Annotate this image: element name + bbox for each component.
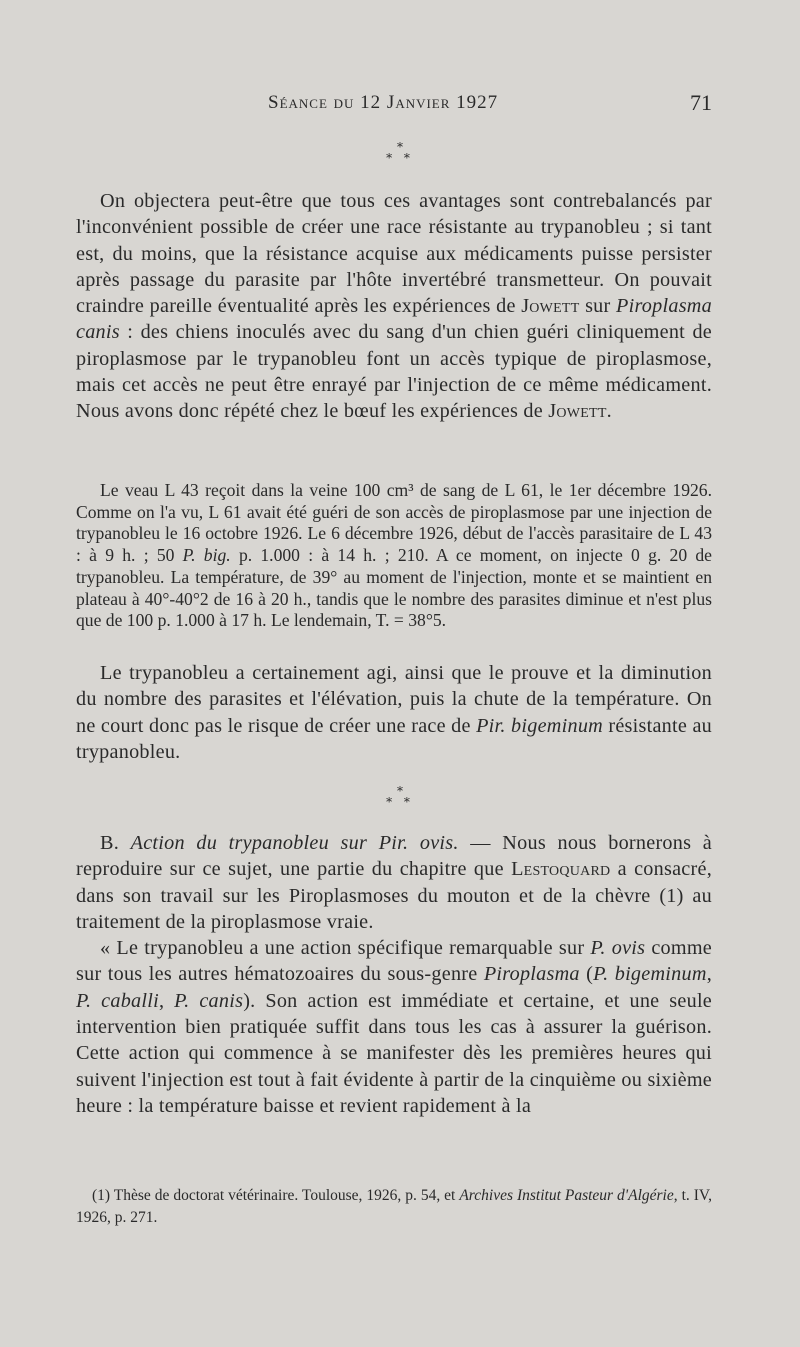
species-name: P. caballi [76, 989, 159, 1012]
separator-star-top: * [397, 784, 403, 798]
section-separator [0, 786, 800, 808]
text: (1) Thèse de doctorat vétérinaire. Toulouse, 1926, p. 54, et [92, 1187, 460, 1204]
paragraph-experiment [76, 480, 712, 632]
section-b [76, 830, 712, 1119]
section-separator [0, 142, 800, 164]
text: a consacré, dans son travail sur les Piroplasmoses du mouton et de la chèvre (1) au traitement de la piroplasmose vraie. [76, 858, 712, 933]
species-name: P. bigeminum [593, 963, 707, 986]
species-name: P. canis [174, 989, 244, 1012]
text: sur [579, 295, 617, 318]
header-title: Séance du 12 Janvier 1927 [268, 92, 499, 113]
text: comme sur tous les autres hématozoaires du sous-genre [76, 937, 713, 986]
author-name: Jowett [521, 295, 580, 318]
species-name: P. ovis [590, 937, 646, 960]
paragraph-quotation [76, 935, 712, 1119]
text: p. 1.000 : à 14 h. ; 210. A ce moment, on injecte 0 g. 20 de trypanobleu. La température, de 39° au moment de l'injection, monte et se maintient en plateau à 40°-40°2 de 16 à 20 h., tandis que le nombre des parasites diminue et n'est plus que de 100 p. 1.000 à 17 h. Le lendemain, T. = 38°5. [76, 545, 712, 631]
text: résistante au trypanobleu. [76, 714, 712, 763]
separator-star-top: * [397, 140, 403, 154]
text: . [606, 400, 612, 423]
journal-name: Archives Institut Pasteur d'Algérie [459, 1187, 674, 1204]
species-name: Pir. bigeminum [476, 714, 604, 737]
separator-star-bottom: * * [386, 795, 414, 809]
page-number: 71 [690, 90, 712, 115]
text: : des chiens inoculés avec du sang d'un chien guéri cliniquement de piroplasmose par le trypanobleu font un accès typique de piroplasmose, mais cet accès ne peut être enrayé par l'injection de ce même médicament. Nous avons donc répété chez le bœuf les expériences de [76, 321, 712, 423]
text: Le trypanobleu a certainement agi, ainsi que le prouve et la diminution du nombre des parasites et l'élévation, puis la chute de la température. On ne court donc pas le risque de créer une race de [76, 662, 712, 737]
text: — Nous nous bornerons à reproduire sur ce sujet, une partie du chapitre que [76, 832, 713, 881]
text: , t. IV, 1926, p. 271. [76, 1187, 712, 1226]
genus-name: Piroplasma [483, 963, 580, 986]
species-name: Piroplasma canis [76, 295, 712, 344]
separator-star-bottom: * * [386, 151, 414, 165]
text: On objectera peut-être que tous ces avantages sont contrebalancés par l'inconvénient possible de créer une race résistante au trypanobleu ; si tant est, du moins, que la résistance acquise aux médicaments puisse persister après passage du parasite par l'hôte invertébré transmetteur. On pouvait craindre pareille éventualité après les expériences de [76, 190, 712, 318]
species-abbreviation: P. big. [182, 545, 231, 566]
author-name: Lestoquard [511, 858, 611, 881]
text: , [706, 963, 712, 986]
text: , [158, 989, 175, 1012]
section-heading: Action du trypanobleu sur Pir. ovis. [130, 832, 459, 854]
section-label: B. [100, 832, 131, 854]
running-header [0, 92, 800, 122]
text: ( [579, 963, 594, 986]
text: « Le trypanobleu a une action spécifique remarquable sur [100, 937, 591, 960]
paragraph-objection [76, 188, 712, 425]
footnote [76, 1185, 712, 1229]
author-name: Jowett [548, 400, 607, 423]
paragraph-conclusion [76, 660, 712, 765]
text: Le veau L 43 reçoit dans la veine 100 cm³ de sang de L 61, le 1er décembre 1926. Comme on l'a vu, L 61 avait été guéri de son accès de piroplasmose par une injection de trypanobleu le 16 octobre 1926. Le 6 décembre 1926, début de l'accès parasitaire de L 43 : à 9 h. ; 50 [76, 480, 712, 566]
text: ). Son action est immédiate et certaine, et une seule intervention bien pratiquée suffit dans tous les cas à assurer la guérison. Cette action qui commence à se manifester dès les premières heures qui suivent l'injection est tout à fait évidente à partir de la cinquième ou sixième heure : la température baisse et revient rapidement à la [76, 989, 713, 1117]
paragraph-section-b-intro [76, 830, 712, 935]
